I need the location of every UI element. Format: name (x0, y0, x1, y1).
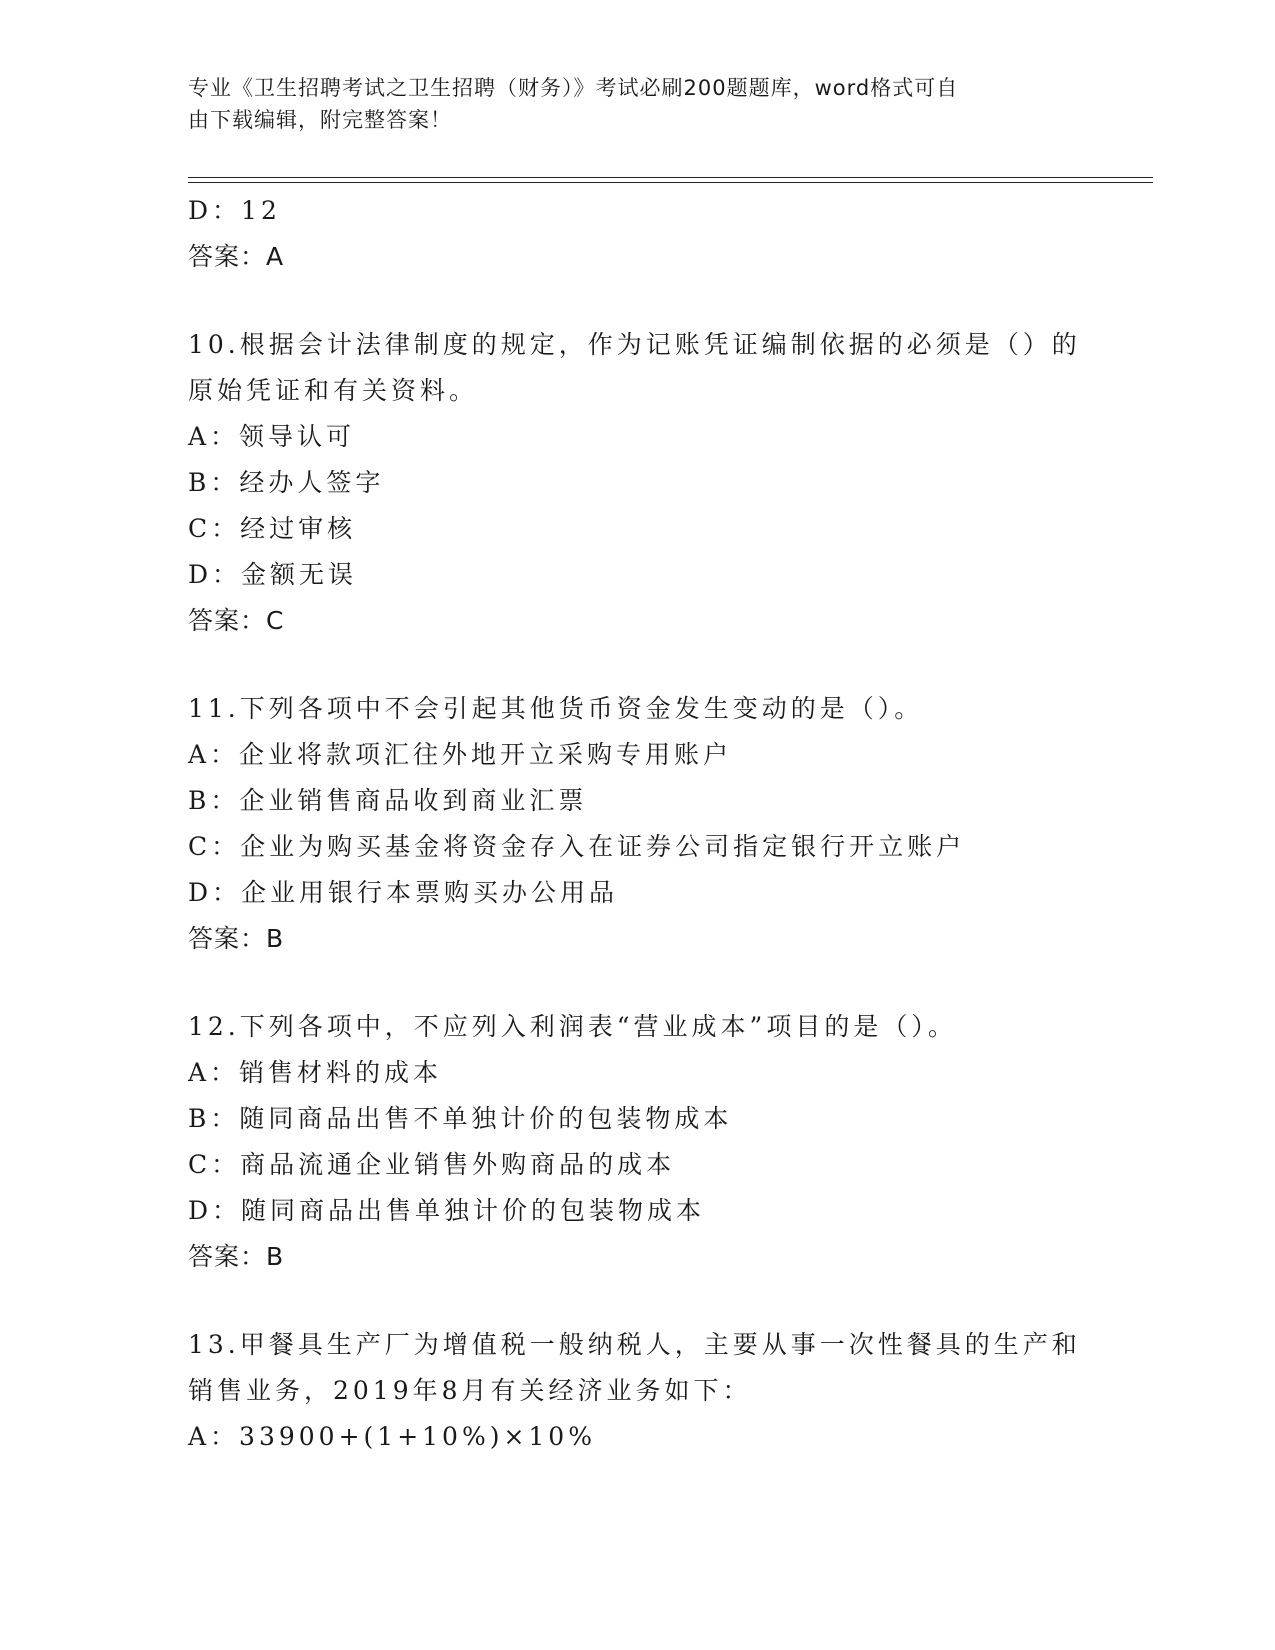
option-d: D：随同商品出售单独计价的包装物成本 (188, 1196, 706, 1225)
question-stem-line-1: 11.下列各项中不会引起其他货币资金发生变动的是（）。 (188, 694, 924, 723)
question-11 (188, 686, 1088, 962)
spacer (188, 1280, 1088, 1322)
option-b: B：企业销售商品收到商业汇票 (188, 786, 588, 815)
question-12 (188, 1004, 1088, 1280)
answer: 答案：B (188, 1242, 285, 1271)
option-d: D：金额无误 (188, 560, 358, 589)
option-c: C：经过审核 (188, 514, 357, 543)
option-a: A：33900+(1+10%)×10% (188, 1422, 596, 1451)
question-stem-line-1: 13.甲餐具生产厂为增值税一般纳税人，主要从事一次性餐具的生产和 (188, 1330, 1081, 1359)
option-b: B：经办人签字 (188, 468, 385, 497)
option-c: C：企业为购买基金将资金存入在证券公司指定银行开立账户 (188, 832, 966, 861)
header-line-1: 专业《卫生招聘考试之卫生招聘（财务）》考试必刷200题题库，word格式可自 (188, 76, 959, 100)
option-a: A：领导认可 (188, 422, 356, 451)
option-b: B：随同商品出售不单独计价的包装物成本 (188, 1104, 733, 1133)
page-header (188, 72, 1088, 136)
prev-answer: 答案：A (188, 242, 285, 271)
spacer (188, 644, 1088, 686)
question-stem-line-2: 原始凭证和有关资料。 (188, 376, 479, 405)
document-body (188, 188, 1088, 1460)
question-stem-line-2: 销售业务，2019年8月有关经济业务如下： (188, 1376, 752, 1405)
answer: 答案：B (188, 924, 285, 953)
question-10 (188, 322, 1088, 644)
prev-option-d: D：12 (188, 196, 281, 225)
header-rule-top (188, 177, 1153, 178)
header-line-2: 由下载编辑，附完整答案！ (188, 108, 452, 132)
option-a: A：销售材料的成本 (188, 1058, 443, 1087)
header-rule-bottom (188, 182, 1153, 183)
question-stem-line-1: 12.下列各项中，不应列入利润表“营业成本”项目的是（）。 (188, 1012, 957, 1041)
spacer (188, 280, 1088, 322)
question-13 (188, 1322, 1088, 1460)
option-a: A：企业将款项汇往外地开立采购专用账户 (188, 740, 733, 769)
question-stem-line-1: 10.根据会计法律制度的规定，作为记账凭证编制依据的必须是（）的 (188, 330, 1081, 359)
option-d: D：企业用银行本票购买办公用品 (188, 878, 619, 907)
spacer (188, 962, 1088, 1004)
answer: 答案：C (188, 606, 285, 635)
option-c: C：商品流通企业销售外购商品的成本 (188, 1150, 676, 1179)
